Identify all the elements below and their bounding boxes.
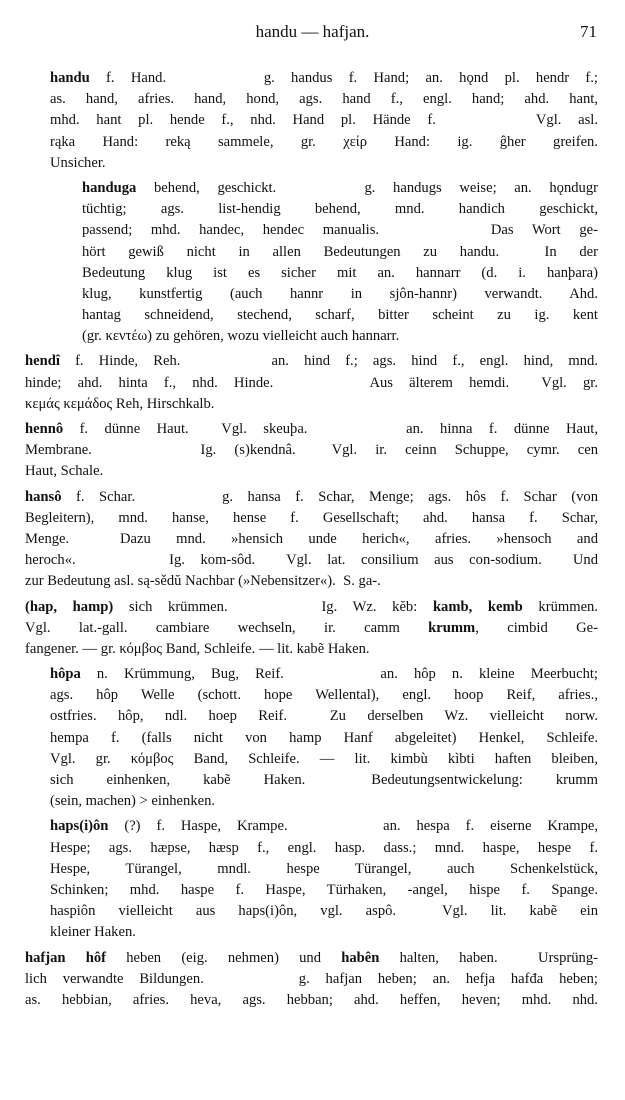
entry-text: Unsicher. — [50, 154, 106, 171]
text-line — [25, 571, 598, 592]
text-line — [82, 220, 598, 241]
dictionary-entry — [25, 948, 625, 1012]
dictionary-entry — [50, 664, 625, 812]
entry-text: halten, haben. Ursprüng- — [379, 949, 599, 966]
headword: (hap, hamp) — [25, 598, 114, 615]
text-line — [25, 373, 598, 394]
entry-text: tüchtig; ags. list-hendig behend, mnd. handich geschickt, — [82, 201, 598, 218]
entry-text: Hespe, Türangel, mndl. hespe Türangel, auch Schenkelstück, — [50, 860, 598, 877]
entry-text: f. Hand. g. handus f. Hand; an. hǫnd pl. hendr f.; — [89, 70, 598, 86]
text-line — [82, 199, 598, 220]
text-line — [50, 749, 598, 770]
text-line — [50, 110, 598, 131]
text-line — [25, 529, 598, 550]
text-line — [50, 153, 598, 174]
text-line — [25, 639, 598, 660]
dictionary-entry — [82, 178, 625, 348]
text-line — [25, 419, 598, 440]
text-line — [50, 922, 598, 943]
dictionary-entry — [25, 597, 625, 661]
dictionary-entry — [25, 487, 625, 593]
text-line — [25, 394, 598, 415]
headword: hendî — [25, 353, 60, 370]
dictionary-entry — [50, 816, 625, 943]
entry-text: rąka Hand: reką sammele, gr. χείρ Hand: ig. ĝher greifen. — [50, 133, 598, 150]
text-line — [50, 68, 598, 89]
text-line — [50, 706, 598, 727]
entry-text: passend; mhd. handec, hendec manualis. Das Wort ge- — [82, 222, 598, 239]
text-line — [25, 461, 598, 482]
entry-text: Hespe; ags. hæpse, hæsp f., engl. hasp. dass.; mnd. haspe, hespe f. — [50, 839, 598, 856]
entry-text: Vgl. gr. κόμβος Band, Schleife. — lit. kimbù kìbti haften bleiben, — [50, 750, 598, 767]
headword: handu — [50, 70, 90, 86]
entry-text: n. Krümmung, Bug, Reif. an. hôp n. kleine Meerbucht; — [80, 666, 598, 683]
entry-text: hempa f. (falls nicht von hamp Hanf abgeleitet) Henkel, Schleife. — [50, 729, 598, 746]
entry-text: heroch«. Ig. kom-sôd. Vgl. lat. consilium aus con-sodium. Und — [25, 552, 598, 569]
running-title: handu — hafjan. — [255, 22, 370, 41]
page-number: 71 — [580, 22, 597, 41]
text-line — [50, 816, 598, 837]
entry-text: haspiôn vielleicht aus haps(i)ôn, vgl. aspô. Vgl. lit. kabẽ ein — [50, 903, 598, 920]
entry-text: Haut, Schale. — [25, 463, 104, 480]
text-line — [25, 990, 598, 1011]
entry-text: as. hand, afries. hand, hond, ags. hand f., engl. hand; ahd. hant, — [50, 91, 598, 108]
dictionary-entry — [25, 351, 625, 415]
text-line — [50, 901, 598, 922]
entry-text: sich einhenken, kabẽ Haken. Bedeutungsentwickelung: krumm — [50, 772, 598, 788]
entry-text: Bedeutung klug ist es sicher mit an. hannarr (d. i. hanþara) — [82, 264, 598, 281]
text-line — [25, 948, 598, 969]
text-line — [50, 132, 598, 153]
entry-text: f. dünne Haut. Vgl. skeuþa. an. hinna f. dünne Haut, — [63, 421, 598, 437]
headword: handuga — [82, 179, 137, 196]
headword: kamb, kemb — [432, 598, 523, 615]
entry-text: as. hebbian, afries. heva, ags. hebban; ahd. heffen, heven; mhd. nhd. — [25, 991, 598, 1008]
text-line — [82, 284, 598, 305]
text-line — [50, 838, 598, 859]
entry-text: hört gewiß nicht in allen Bedeutungen zu handu. In der — [82, 243, 598, 260]
entry-text: (?) f. Haspe, Krampe. an. hespa f. eiserne Krampe, — [108, 818, 598, 835]
entry-text: klug, kunstfertig (auch hannr in sjôn-hannr) verwandt. Ahd. — [82, 285, 598, 302]
entry-text: krümmen. — [522, 598, 599, 615]
text-line — [25, 618, 598, 639]
entry-text: kleiner Haken. — [50, 924, 136, 941]
running-header — [0, 22, 625, 46]
text-line — [25, 351, 598, 372]
entry-text: f. Hinde, Reh. an. hind f.; ags. hind f., engl. hind, mnd. — [59, 353, 598, 370]
text-line — [50, 859, 598, 880]
entry-text: ags. hôp Welle (schott. hope Wellental), engl. hoop Reif, afries., — [50, 687, 598, 704]
headword: hansô — [25, 488, 62, 505]
text-line — [50, 880, 598, 901]
entry-text: ostfries. hôp, ndl. hoep Reif. Zu derselben Wz. vielleicht norw. — [50, 708, 598, 725]
text-line — [25, 597, 598, 618]
text-line — [50, 770, 598, 791]
text-line — [50, 728, 598, 749]
dictionary-entries — [0, 68, 625, 1015]
text-line — [25, 440, 598, 461]
headword: haps(i)ôn — [50, 818, 109, 835]
headword: hafjan hôf — [25, 949, 107, 966]
headword: habên — [341, 949, 380, 966]
text-line — [50, 664, 598, 685]
entry-text: Schinken; mhd. haspe f. Haspe, Türhaken, -angel, hispe f. Spange. — [50, 881, 598, 898]
entry-text: behend, geschickt. g. handugs weise; an. hǫndugr — [136, 179, 598, 196]
dictionary-entry — [25, 419, 625, 483]
text-line — [50, 685, 598, 706]
entry-text: (sein, machen) > einhenken. — [50, 793, 216, 810]
headword: hôpa — [50, 666, 81, 683]
text-line — [82, 242, 598, 263]
entry-text: hinde; ahd. hinta f., nhd. Hinde. Aus älterem hemdi. Vgl. gr. — [25, 374, 598, 391]
entry-text: heben (eig. nehmen) und — [106, 949, 342, 966]
entry-text: Begleitern), mnd. hanse, hense f. Gesellschaft; ahd. hansa f. Schar, — [25, 509, 598, 526]
text-line — [50, 89, 598, 110]
text-line — [82, 326, 598, 347]
text-line — [25, 969, 598, 990]
text-line — [25, 550, 598, 571]
headword: krumm — [428, 619, 476, 636]
entry-text: Vgl. lat.-gall. cambiare wechseln, ir. camm — [25, 619, 429, 636]
text-line — [82, 178, 598, 199]
entry-text: hantag schneidend, stechend, scharf, bitter scheint zu ig. kent — [82, 307, 598, 324]
entry-text: sich krümmen. Ig. Wz. kĕb: — [113, 598, 433, 615]
text-line — [50, 791, 598, 812]
entry-text: κεμάς κεμάδος Reh, Hirschkalb. — [25, 395, 215, 412]
entry-text: , cimbid Ge- — [475, 619, 598, 636]
text-line — [25, 508, 598, 529]
dictionary-entry — [50, 68, 625, 174]
entry-text: lich verwandte Bildungen. g. hafjan heben; an. hefja hafđa heben; — [25, 970, 598, 987]
entry-text: zur Bedeutung asl. są-sědŭ Nachbar (»Nebensitzer«). S. ga-. — [25, 573, 381, 590]
text-line — [82, 263, 598, 284]
entry-text: f. Schar. g. hansa f. Schar, Menge; ags. hôs f. Schar (von — [61, 488, 598, 505]
entry-text: mhd. hant pl. hende f., nhd. Hand pl. Hände f. Vgl. asl. — [50, 112, 598, 129]
entry-text: Membrane. Ig. (s)kendnâ. Vgl. ir. ceinn Schuppe, cymr. cen — [25, 442, 598, 459]
entry-text: (gr. κεντέω) zu gehören, wozu vielleicht auch hannarr. — [82, 328, 400, 345]
text-line — [82, 305, 598, 326]
text-line — [25, 487, 598, 508]
headword: hennô — [25, 421, 64, 437]
entry-text: fangener. — gr. κόμβος Band, Schleife. — lit. kabẽ Haken. — [25, 640, 370, 657]
entry-text: Menge. Dazu mnd. »hensich unde herich«, afries. »hensoch and — [25, 530, 598, 547]
